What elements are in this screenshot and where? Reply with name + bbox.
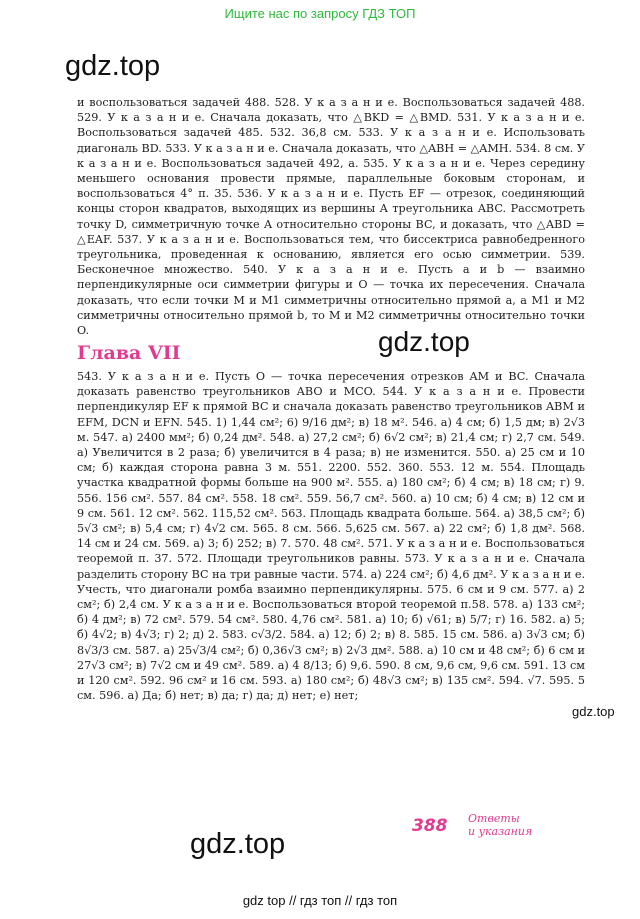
chapter-heading: Глава VII xyxy=(77,342,181,364)
page-section-caption xyxy=(468,812,532,838)
watermark-middle: gdz.top xyxy=(378,326,470,357)
watermark-top: gdz.top xyxy=(65,50,161,82)
watermark-side: gdz.top xyxy=(572,704,615,719)
footer-links[interactable]: gdz top // гдз топ // гдз топ xyxy=(242,893,398,908)
watermark-bottom: gdz.top xyxy=(190,828,286,860)
caption-line: и указания xyxy=(468,825,533,838)
answers-paragraph: 543. У к а з а н и е. Пусть O — точка пересечения отрезков AM и BC. Сначала доказать равенство треугольников ABO и MCO. 544. У к а з а н и е. Провести перпендикуляр EF к прямой BC и сначала доказать равенство треугольников ABM и EFM, DCN и EFN. 545. 1) 1,44 см²; 6) 9/16 дм²; в) 18 м². 546. а) 4 см; б) 1,5 дм; в) 2√3 м. 547. а) 2400 мм²; б) 0,24 дм². 548. а) 27,2 см²; б) 6√2 см²; в) 21,4 см; г) 2,7 см. 549. а) Увеличится в 2 раза; б) увеличится в 4 раза; в) не изменится. 550. а) 25 см и 10 см; б) каждая сторона равна 3 м. 551. 2200. 552. 360. 553. 12 м. 554. Площадь участка квадратной формы больше на 900 м². 555. а) 180 см²; б) 4 см; в) 18 см; г) 9. 556. 156 см². 557. 84 см². 558. 18 см². 559. 56,7 см². 560. а) 10 см; б) 4 см; в) 12 см и 9 см. 561. 12 см². 562. 115,52 см². 563. Площадь квадрата больше. 564. а) 38,5 см²; б) 5√3 см²; в) 5,4 см; г) 4√2 см. 565. 8 см. 566. 5,625 см. 567. а) 22 см²; б) 1,8 дм². 568. 14 см и 24 см. 569. а) 3; б) 252; в) 7. 570. 48 см². 571. У к а з а н и е. Воспользоваться теоремой п. 37. 572. Площади треугольников равны. 573. У к а з а н и е. Сначала разделить сторону BC на три равные части. 574. а) 224 см²; б) 4,6 дм². У к а з а н и е. Учесть, что диагонали ромба взаимно перпендикулярны. 575. 6 см и 9 см. 577. а) 2 см²; б) 2,4 см. У к а з а н и е. Воспользоваться второй теоремой п.58. 578. а) 133 см²; б) 4 дм²; в) 72 см². 579. 54 см². 580. 4,76 см². 581. а) 10; б) √61; в) 5/7; г) 16. 582. а) 5; б) 4√2; в) 4√3; г) 2; д) 2. 583. c√3/2. 584. а) 12; б) 2; в) 8. 585. 15 см. 586. а) 3√3 см; б) 8√3/3 см. 587. а) 25√3/4 см²; б) 0,36√3 см²; в) 2√3 дм². 588. а) 10 см и 48 см²; б) 6 см и 27√3 см²; в) 7√2 см и 49 см². 589. а) 4 8/13; б) 9,6. 590. 8 см, 9,6 см, 9,6 см. 591. 13 см и 120 см². 592. 96 см² и 16 см. 593. а) 180 см²; б) 48√3 см²; в) 135 см². 594. √7. 595. 5 см. 596. а) Да; б) нет; в) да; г) да; д) нет; е) нет; xyxy=(77,370,585,703)
top-banner[interactable]: Ищите нас по запросу ГДЗ ТОП xyxy=(224,6,416,21)
page-number: 388 xyxy=(412,816,448,836)
answers-chapter-7-block xyxy=(77,369,585,703)
caption-line: Ответы xyxy=(468,812,520,825)
answers-chapter-6-block xyxy=(77,95,585,338)
answers-paragraph: и воспользоваться задачей 488. 528. У к а з а н и е. Воспользоваться задачей 488. 529. У к а з а н и е. Сначала доказать, что △BKD = △BMD. 531. У к а з а н и е. Воспользоваться задачей 485. 532. 36,8 см. 533. У к а з а н и е. Использовать диагональ BD. 533. У к а з а н и е. Сначала доказать, что △ABH = △AMH. 534. 8 см. У к а з а н и е. Воспользоваться задачей 492, а. 535. У к а з а н и е. Через середину меньшего основания провести прямые, параллельные боковым сторонам, и воспользоваться 4° п. 35. 536. У к а з а н и е. Пусть EF — отрезок, соединяющий концы сторон квадратов, выходящих из вершины A треугольника ABC. Рассмотреть точку D, симметричную точке A относительно стороны BC, и доказать, что △ABD = △EAF. 537. У к а з а н и е. Воспользоваться тем, что биссектриса равнобедренного треугольника, проведенная к основанию, является его осью симметрии. 539. Бесконечное множество. 540. У к а з а н и е. Пусть a и b — взаимно перпендикулярные оси симметрии фигуры и O — точка их пересечения. Сначала доказать, что если точки M и M1 симметричны относительно прямой a, а M1 и M2 симметричны относительно прямой b, то M и M2 симметричны относительно точки O. xyxy=(77,96,585,338)
